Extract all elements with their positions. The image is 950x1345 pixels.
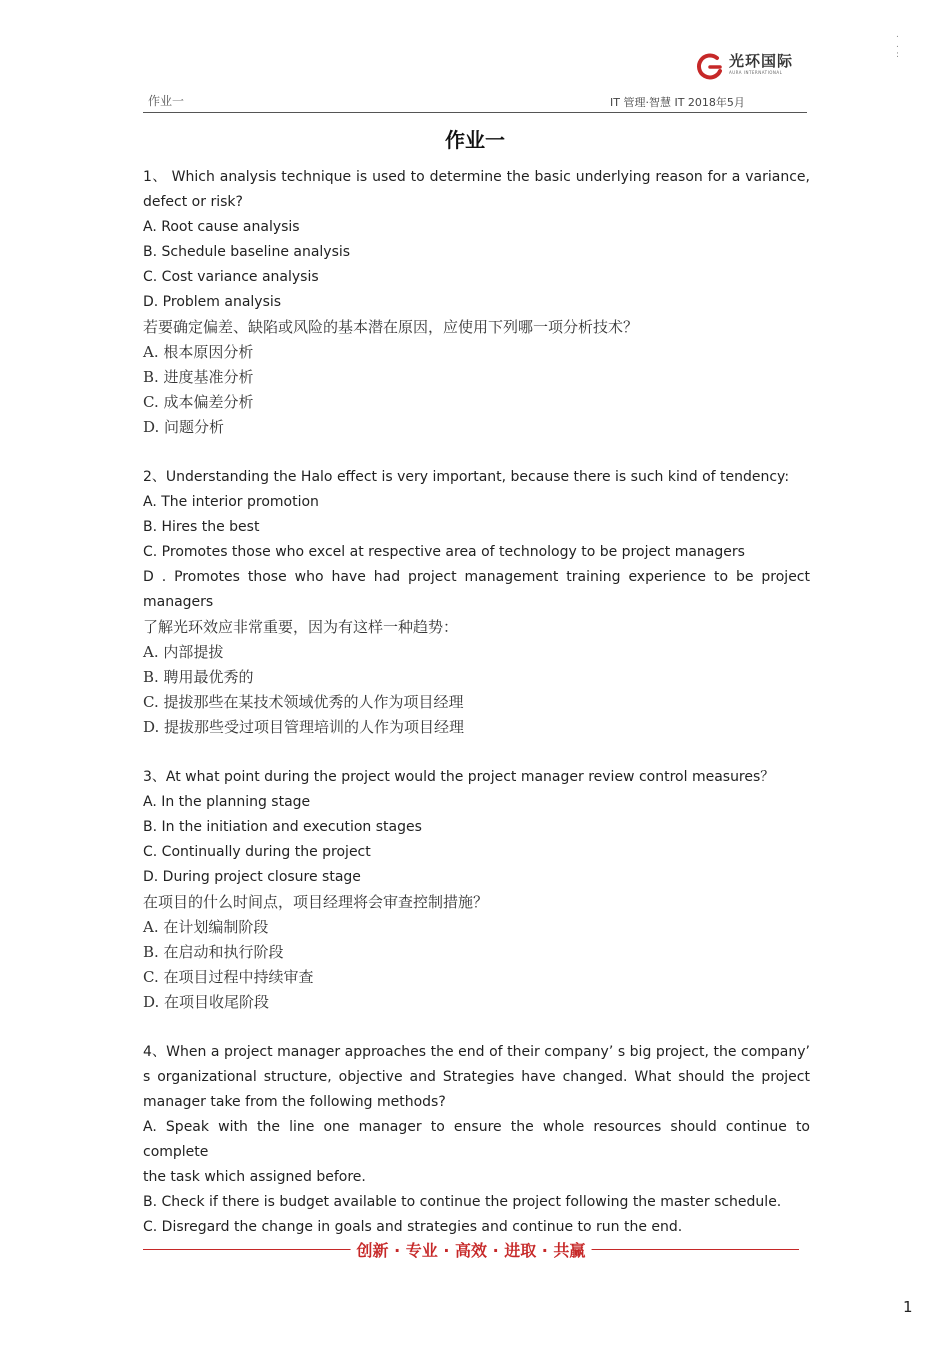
q3-option-d: D. During project closure stage (143, 869, 361, 885)
q2-cn-question: 了解光环效应非常重要，因为有这样一种趋势： (143, 618, 459, 636)
q4-option-c: C. Disregard the change in goals and strategies and continue to run the end. (143, 1219, 683, 1235)
q2-option-a: A. The interior promotion (143, 494, 319, 510)
header-left-text: 作业一 (148, 94, 185, 108)
q2-option-d: D . Promotes those who have had project management training experience to be project (143, 569, 810, 585)
logo-cn-text: 光环国际 (729, 52, 794, 70)
q4-option-a: A. Speak with the line one manager to ensure the whole resources should continue to complete (143, 1119, 810, 1160)
q1-cn-option-c: C. 成本偏差分析 (143, 393, 254, 411)
scan-mark: . . : (896, 30, 900, 60)
q2-cn-option-a: A. 内部提拔 (143, 643, 224, 661)
q2-cn-option-d: D. 提拔那些受过项目管理培训的人作为项目经理 (143, 718, 465, 736)
q4-option-b: B. Check if there is budget available to continue the project following the master schedule. (143, 1194, 782, 1210)
q3-cn-option-a: A. 在计划编制阶段 (143, 918, 269, 936)
q3-cn-option-d: D. 在项目收尾阶段 (143, 993, 270, 1011)
footer-banner (143, 1238, 799, 1262)
q3-option-c: C. Continually during the project (143, 844, 371, 860)
footer-slogan: 创新 · 专业 · 高效 · 进取 · 共赢 (351, 1238, 592, 1261)
q3-question-line: 3、At what point during the project would the project manager review control measures？ (143, 769, 775, 785)
q1-cn-question: 若要确定偏差、缺陷或风险的基本潜在原因，应使用下列哪一项分析技术？ (143, 318, 639, 336)
q3-option-a: A. In the planning stage (143, 794, 311, 810)
page-title: 作业一 (445, 128, 505, 152)
page-number: 1 (903, 1298, 913, 1316)
q1-option-a: A. Root cause analysis (143, 219, 300, 235)
header-right-text: IT 管理·智慧 IT 2018年5月 (610, 96, 745, 109)
header-divider (143, 112, 807, 113)
q1-cn-option-b: B. 进度基准分析 (143, 368, 254, 386)
logo-swirl-icon (695, 52, 725, 82)
q1-option-c: C. Cost variance analysis (143, 269, 319, 285)
q2-option-c: C. Promotes those who excel at respective area of technology to be project managers (143, 544, 745, 560)
q3-cn-option-c: C. 在项目过程中持续审查 (143, 968, 314, 986)
q2-cn-option-c: C. 提拔那些在某技术领域优秀的人作为项目经理 (143, 693, 464, 711)
q2-question-line: 2、Understanding the Halo effect is very important, because there is such kind of tendency: (143, 469, 790, 485)
company-logo (695, 52, 793, 82)
logo-en-text: AURA INTERNATIONAL (729, 70, 783, 75)
q4-question-line: manager take from the following methods? (143, 1094, 446, 1110)
q3-option-b: B. In the initiation and execution stages (143, 819, 422, 835)
q1-cn-option-a: A. 根本原因分析 (143, 343, 254, 361)
q2-cn-option-b: B. 聘用最优秀的 (143, 668, 254, 686)
q2-option-b: B. Hires the best (143, 519, 260, 535)
q3-cn-question: 在项目的什么时间点，项目经理将会审查控制措施？ (143, 893, 489, 911)
q3-cn-option-b: B. 在启动和执行阶段 (143, 943, 284, 961)
q4-question-line: s organizational structure, objective and Strategies have changed. What should the project (143, 1069, 810, 1085)
q1-question-line: defect or risk? (143, 194, 243, 210)
q2-option-d-cont: managers (143, 594, 214, 610)
q1-option-b: B. Schedule baseline analysis (143, 244, 351, 260)
q1-question-line: 1、 Which analysis technique is used to determine the basic underlying reason for a variance, (143, 169, 810, 185)
q1-cn-option-d: D. 问题分析 (143, 418, 225, 436)
q1-option-d: D. Problem analysis (143, 294, 282, 310)
q4-option-a-cont: the task which assigned before. (143, 1169, 366, 1185)
document-body (143, 165, 810, 1240)
q4-question-line: 4、When a project manager approaches the end of their company’ s big project, the company’ (143, 1044, 810, 1060)
